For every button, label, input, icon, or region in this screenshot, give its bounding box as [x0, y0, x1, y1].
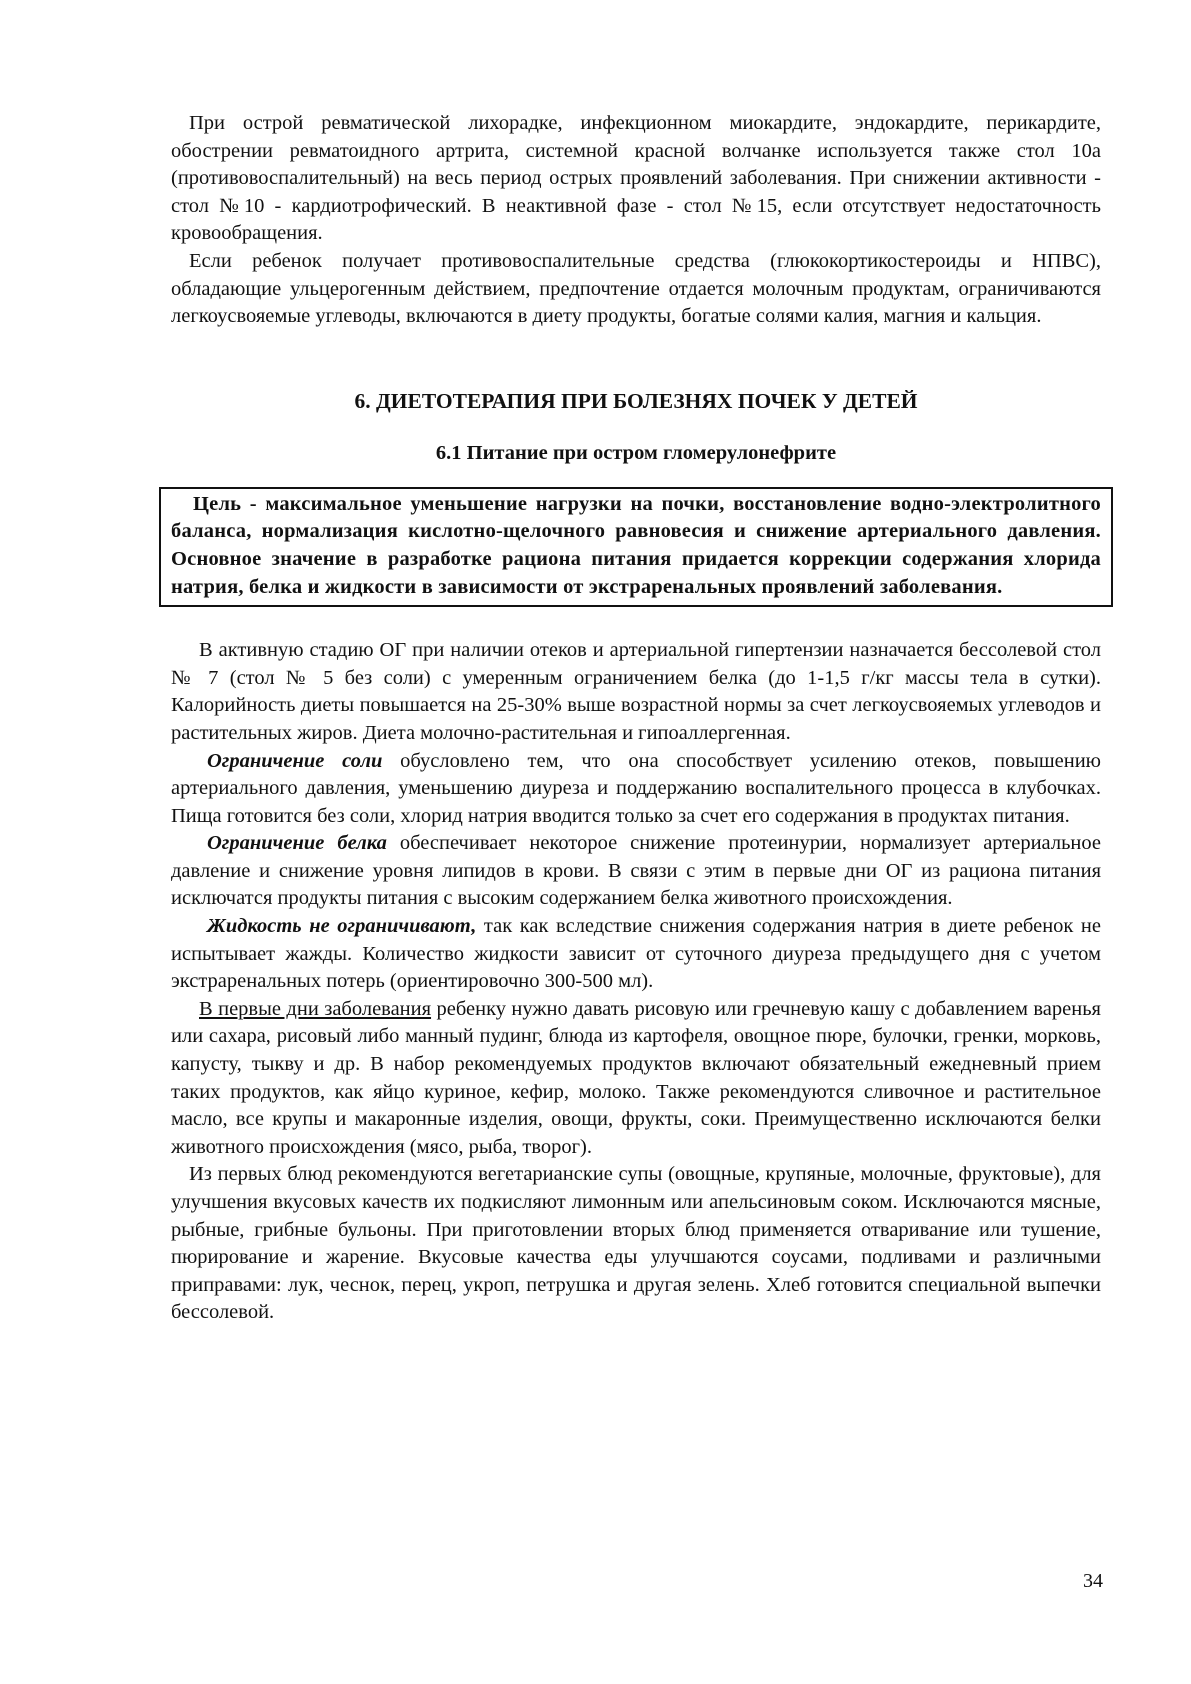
active-stage-paragraph: В активную стадию ОГ при наличии отеков и артериальной гипертензии назначается бессолевой стол № 7 (стол № 5 без соли) с умеренным ограничением белка (до 1-1,5 г/кг массы тела в сутки). Калорийность диеты повышается на 25-30% выше возрастной нормы за счет легкоусвояемых углеводов и растительных жиров. Диета молочно-растительная и гипоаллергенная.	[171, 639, 1101, 744]
document-page	[171, 110, 1101, 1327]
fluid-term: Жидкость не ограничивают,	[207, 915, 477, 938]
salt-text: обусловлено тем, что она способствует усилению отеков, повышению артериального давления, уменьшению диуреза и поддержанию воспалительного процесса в клубочках. Пища готовится без соли, хлорид натрия вводится только за счет его содержания в продуктах питания.	[171, 749, 1101, 827]
intro-paragraph-1: При острой ревматической лихорадке, инфекционном миокардите, эндокардите, перикардите, обострении ревматоидного артрита, системной красной волчанке используется также стол 10а (противовоспалительный) на весь период острых проявлений заболевания. При снижении активности - стол №10 - кардиотрофический. В неактивной фазе - стол №15, если отсутствует недостаточность кровообращения.	[171, 112, 1101, 245]
section-heading: 6. ДИЕТОТЕРАПИЯ ПРИ БОЛЕЗНЯХ ПОЧЕК У ДЕТЕЙ	[354, 388, 918, 413]
protein-text: обеспечивает некоторое снижение протеинурии, нормализует артериальное давление и снижение уровня липидов в крови. В связи с этим в первые дни ОГ из рациона питания исключатся продукты питания с высоким содержанием белка животного происхождения.	[171, 832, 1101, 910]
soups-paragraph: Из первых блюд рекомендуются вегетарианские супы (овощные, крупяные, молочные, фруктовые), для улучшения вкусовых качеств их подкисляют лимонным или апельсиновым соком. Исключаются мясные, рыбные, грибные бульоны. При приготовлении вторых блюд применяется отваривание или тушение, пюрирование и жарение. Вкусовые качества еды улучшаются соусами, подливами и различными приправами: лук, чеснок, перец, укроп, петрушка и другая зелень. Хлеб готовится специальной выпечки бессолевой.	[171, 1163, 1101, 1324]
goal-box	[159, 487, 1113, 607]
fluid-paragraph	[171, 913, 1101, 996]
page-number: 34	[1083, 1570, 1103, 1592]
salt-paragraph	[171, 748, 1101, 831]
first-days-paragraph	[171, 996, 1101, 1162]
subsection-heading: 6.1 Питание при остром гломерулонефрите	[435, 441, 837, 464]
protein-paragraph	[171, 830, 1101, 913]
protein-term: Ограничение белка	[207, 832, 387, 855]
goal-text: Цель - максимальное уменьшение нагрузки на почки, восстановление водно-электролитного баланса, нормализация кислотно-щелочного равновесия и снижение артериального давления. Основное значение в разработке рациона питания придается коррекции содержания хлорида натрия, белка и жидкости в зависимости от экстраренальных проявлений заболевания.	[171, 492, 1101, 598]
first-days-text: ребенку нужно давать рисовую или гречневую кашу с добавлением варенья или сахара, рисовый либо манный пудинг, блюда из картофеля, овощное пюре, булочки, гренки, морковь, капусту, тыкву и др. В набор рекомендуемых продуктов включают обязательный ежедневный прием таких продуктов, как яйцо куриное, кефир, молоко. Также рекомендуются сливочное и растительное масло, все крупы и макаронные изделия, овощи, фрукты, соки. Преимущественно исключаются белки животного происхождения (мясо, рыба, творог).	[171, 997, 1101, 1158]
salt-term: Ограничение соли	[207, 749, 383, 772]
first-days-term: В первые дни заболевания	[199, 997, 432, 1020]
intro-paragraph-2: Если ребенок получает противовоспалительные средства (глюкокортикостероиды и НПВС), обладающие ульцерогенным действием, предпочтение отдается молочным продуктам, ограничиваются легкоусвояемые углеводы, включаются в диету продукты, богатые солями калия, магния и кальция.	[171, 249, 1101, 328]
fluid-text: так как вследствие снижения содержания натрия в диете ребенок не испытывает жажды. Количество жидкости зависит от суточного диуреза предыдущего дня с учетом экстраренальных потерь (ориентировочно 300-500 мл).	[171, 915, 1102, 993]
